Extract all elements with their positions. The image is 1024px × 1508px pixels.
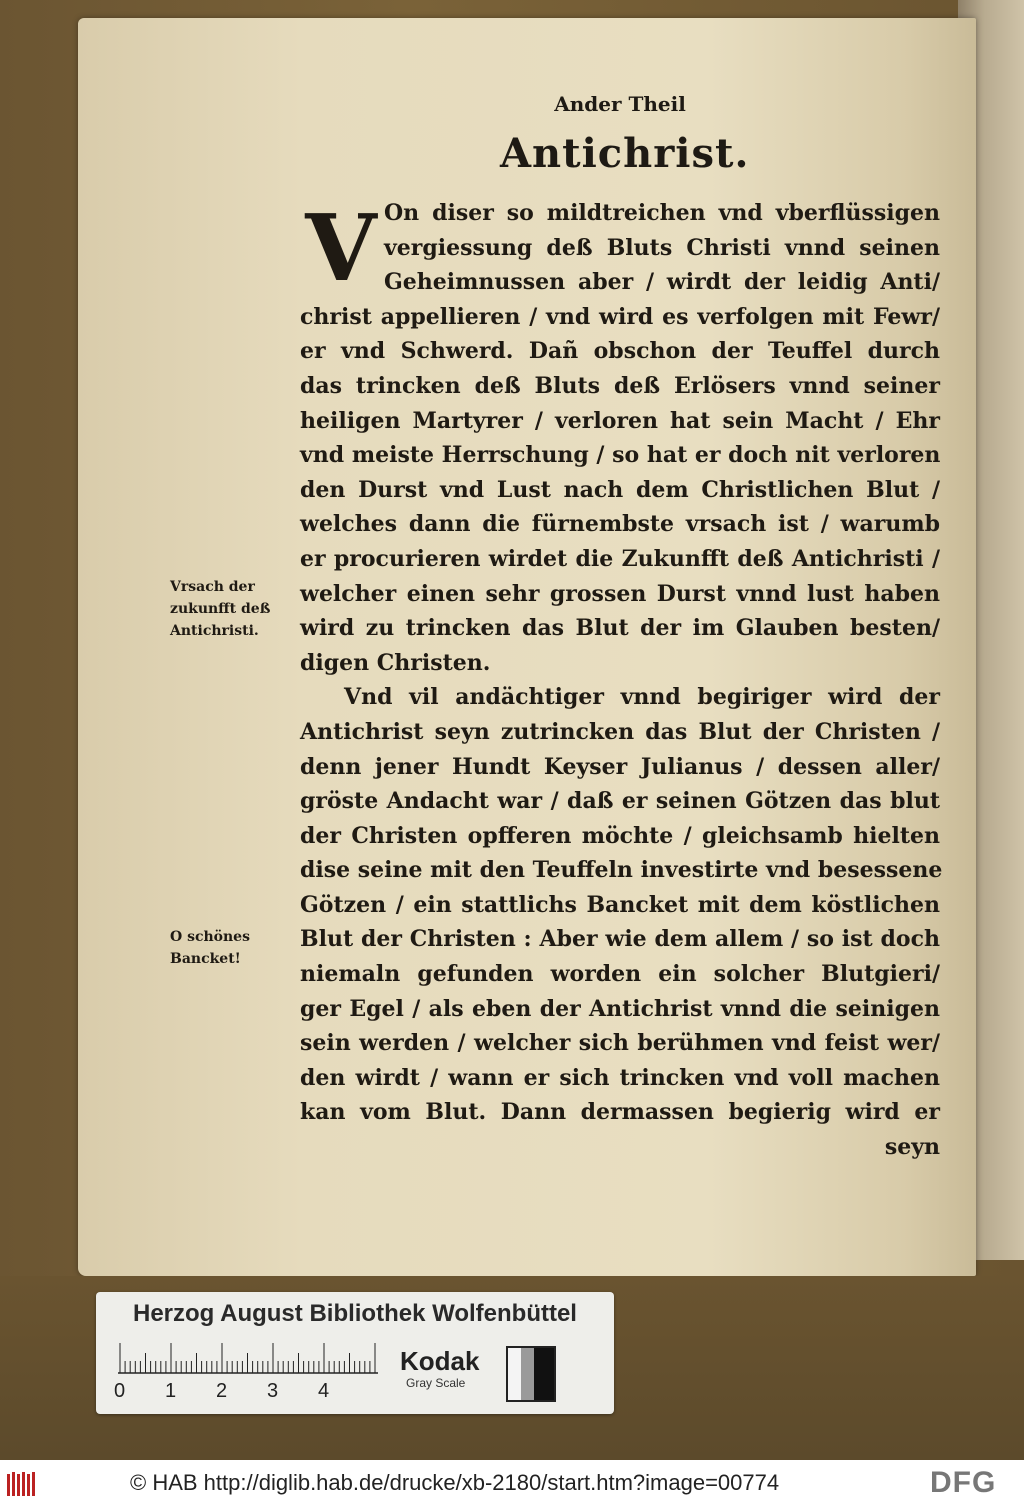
ruler-number: 4 bbox=[318, 1380, 330, 1402]
margin-note-line: Antichristi. bbox=[170, 623, 259, 639]
gray-patch-mid bbox=[521, 1348, 534, 1400]
text-line: Blut der Christen : Aber wie dem allem / so ist doch bbox=[300, 926, 940, 953]
text-line: vergiessung deß Bluts Christi vnnd seinen bbox=[384, 234, 940, 261]
text-line: der Christen opfferen möchte / gleichsamb hielten bbox=[300, 822, 940, 849]
text-line: seyn bbox=[884, 1134, 940, 1161]
text-line: das trincken deß Bluts deß Erlösers vnnd seiner bbox=[300, 372, 940, 399]
gray-patch-white bbox=[508, 1348, 521, 1400]
ruler-number: 0 bbox=[114, 1380, 126, 1402]
copyright-url: © HAB http://diglib.hab.de/drucke/xb-2180/start.htm?image=00774 bbox=[130, 1470, 780, 1495]
text-line: er procurieren wirdet die Zukunfft deß Antichristi / bbox=[300, 545, 940, 572]
text-line: er vnd Schwerd. Dañ obschon der Teuffel durch bbox=[300, 338, 940, 365]
ruler-number: 2 bbox=[216, 1380, 228, 1402]
text-line: Götzen / ein stattlichs Bancket mit dem köstlichen bbox=[300, 891, 940, 918]
ruler-number: 3 bbox=[267, 1380, 279, 1402]
institution-name: Herzog August Bibliothek Wolfenbüttel bbox=[133, 1300, 577, 1327]
decorated-initial: V bbox=[305, 194, 377, 302]
gray-scale-patches bbox=[506, 1346, 556, 1402]
running-header: Ander Theil bbox=[554, 92, 686, 116]
margin-note-line: Bancket! bbox=[170, 951, 241, 967]
text-line: sein werden / welcher sich berühmen vnd feist wer/ bbox=[300, 1030, 940, 1057]
text-line: heiligen Martyrer / verloren hat sein Macht / Ehr bbox=[300, 407, 940, 434]
margin-note-line: O schönes bbox=[170, 929, 250, 945]
page-title: Antichrist. bbox=[500, 130, 750, 177]
viewer-footer bbox=[0, 1460, 1024, 1508]
margin-note-line: zukunfft deß bbox=[170, 601, 271, 617]
text-line: welcher einen sehr grossen Durst vnnd lust haben bbox=[300, 580, 940, 607]
text-line: ger Egel / als eben der Antichrist vnnd die seinigen bbox=[300, 995, 940, 1022]
text-line: denn jener Hundt Keyser Julianus / dessen aller/ bbox=[300, 753, 940, 780]
text-line: digen Christen. bbox=[300, 649, 491, 676]
text-line: wird zu trincken das Blut der im Glauben besten/ bbox=[300, 615, 940, 642]
text-line: gröste Andacht war / daß er seinen Götzen das blut bbox=[300, 788, 940, 815]
kodak-label: Kodak bbox=[400, 1346, 480, 1376]
ruler-number: 1 bbox=[165, 1380, 177, 1402]
text-line: niemaln gefunden worden ein solcher Blutgieri/ bbox=[300, 961, 940, 988]
text-line: vnd meiste Herrschung / so hat er doch nit verloren bbox=[300, 442, 941, 469]
library-color-card bbox=[96, 1292, 614, 1414]
gray-scale-label: Gray Scale bbox=[406, 1376, 466, 1390]
text-line: kan vom Blut. Dann dermassen begierig wird er bbox=[300, 1099, 940, 1126]
body-text bbox=[300, 196, 943, 1165]
margin-note-line: Vrsach der bbox=[170, 579, 255, 595]
margin-note-cause bbox=[170, 576, 290, 642]
text-line: christ appellieren / vnd wird es verfolgen mit Fewr/ bbox=[300, 303, 940, 330]
text-line: welches dann die fürnembste vrsach ist / warumb bbox=[300, 511, 940, 538]
text-line: On diser so mildtreichen vnd vberflüssigen bbox=[384, 200, 940, 226]
text-line: Geheimnussen aber / wirdt der leidig Anti/ bbox=[384, 269, 940, 296]
text-line: den wirdt / wann er sich trincken vnd voll machen bbox=[300, 1064, 940, 1091]
hab-logo-icon bbox=[6, 1470, 40, 1498]
gray-patch-black bbox=[534, 1348, 554, 1400]
text-line: Antichrist seyn zutrincken das Blut der Christen / bbox=[300, 718, 940, 745]
ruler-scale bbox=[118, 1340, 378, 1374]
text-line: den Durst vnd Lust nach dem Christlichen Blut / bbox=[300, 476, 940, 503]
dfg-logo: DFG bbox=[930, 1466, 997, 1499]
margin-note-banquet bbox=[170, 926, 280, 970]
text-line: Vnd vil andächtiger vnnd begiriger wird der bbox=[344, 684, 940, 711]
text-line: dise seine mit den Teuffeln investirte vnd besessene bbox=[300, 857, 943, 884]
